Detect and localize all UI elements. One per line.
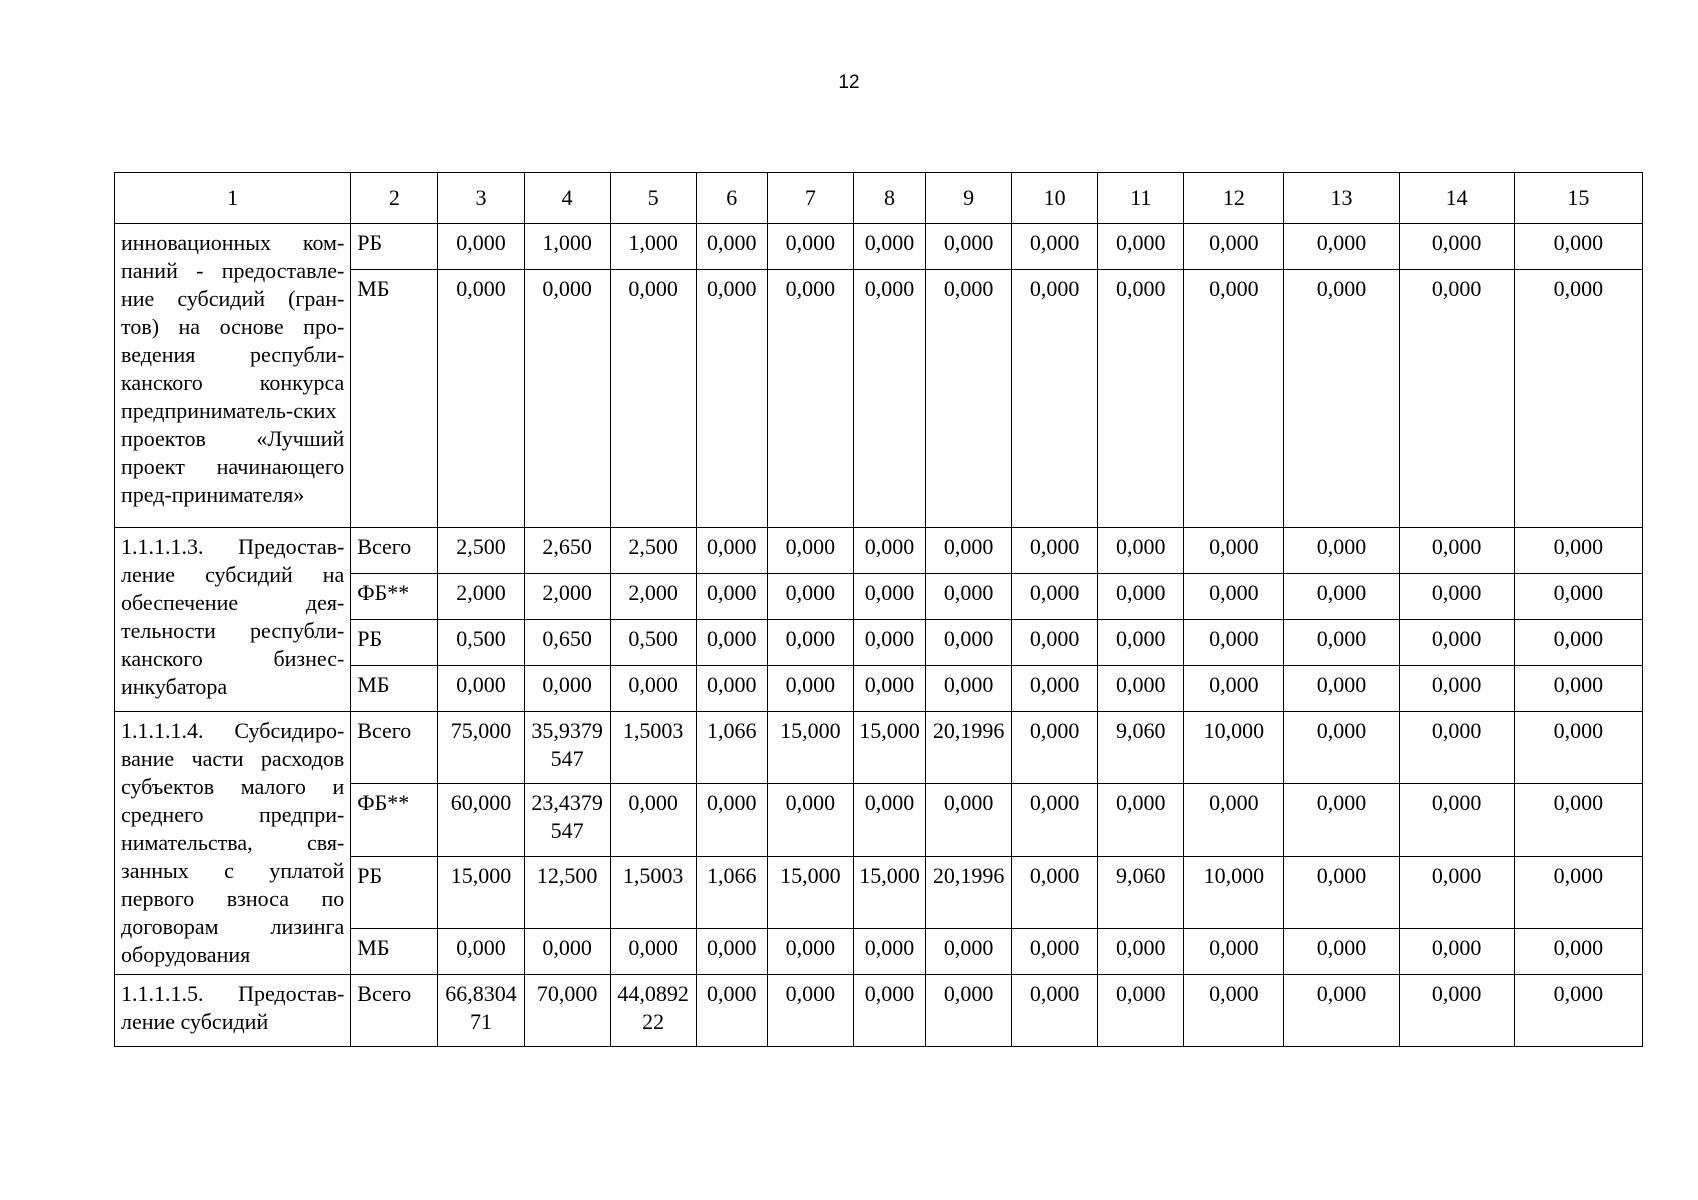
value-cell: 0,000 xyxy=(1012,620,1098,666)
value-cell: 0,000 xyxy=(1514,712,1642,784)
column-header: 8 xyxy=(853,173,925,224)
funding-source: МБ xyxy=(351,666,438,712)
value-cell: 0,000 xyxy=(853,224,925,270)
value-cell: 0,000 xyxy=(696,784,767,856)
table-row xyxy=(115,975,1643,1047)
value-cell: 0,000 xyxy=(767,975,853,1047)
value-cell: 0,000 xyxy=(438,666,524,712)
value-cell: 15,000 xyxy=(438,856,524,928)
value-cell: 0,000 xyxy=(767,574,853,620)
value-cell: 66,830471 xyxy=(438,975,524,1047)
value-cell: 0,000 xyxy=(1399,224,1514,270)
value-cell: 2,000 xyxy=(610,574,696,620)
value-cell: 0,650 xyxy=(524,620,610,666)
column-header: 14 xyxy=(1399,173,1514,224)
value-cell: 0,000 xyxy=(1012,666,1098,712)
value-cell: 0,000 xyxy=(853,784,925,856)
value-cell: 0,000 xyxy=(1184,784,1284,856)
value-cell: 0,000 xyxy=(1184,620,1284,666)
table-row xyxy=(115,528,1643,574)
funding-source: РБ xyxy=(351,856,438,928)
value-cell: 0,000 xyxy=(926,666,1012,712)
value-cell: 0,000 xyxy=(1098,975,1184,1047)
value-cell: 0,000 xyxy=(853,574,925,620)
value-cell: 0,000 xyxy=(1399,975,1514,1047)
funding-source: Всего xyxy=(351,528,438,574)
value-cell: 0,000 xyxy=(926,528,1012,574)
value-cell: 0,000 xyxy=(1184,928,1284,974)
value-cell: 0,000 xyxy=(1284,224,1399,270)
value-cell: 0,000 xyxy=(1399,528,1514,574)
column-header: 15 xyxy=(1514,173,1642,224)
value-cell: 0,000 xyxy=(696,270,767,528)
funding-source: ФБ** xyxy=(351,574,438,620)
value-cell: 0,000 xyxy=(767,224,853,270)
value-cell: 9,060 xyxy=(1098,856,1184,928)
value-cell: 0,000 xyxy=(1399,270,1514,528)
value-cell: 9,060 xyxy=(1098,712,1184,784)
value-cell: 0,000 xyxy=(524,270,610,528)
value-cell: 0,000 xyxy=(438,928,524,974)
value-cell: 0,000 xyxy=(767,528,853,574)
activity-description: 1.1.1.1.4. Субсидиро-вание части расходов субъектов малого и среднего предпри-нимательства, свя-занных с уплатой первого взноса по договорам лизинга оборудования xyxy=(115,712,351,975)
value-cell: 0,000 xyxy=(1514,975,1642,1047)
value-cell: 0,000 xyxy=(1399,574,1514,620)
value-cell: 0,000 xyxy=(1514,856,1642,928)
value-cell: 0,000 xyxy=(1399,666,1514,712)
value-cell: 0,000 xyxy=(524,666,610,712)
value-cell: 1,5003 xyxy=(610,712,696,784)
table-body xyxy=(115,173,1643,1047)
value-cell: 0,000 xyxy=(438,270,524,528)
value-cell: 2,500 xyxy=(610,528,696,574)
column-header: 13 xyxy=(1284,173,1399,224)
value-cell: 0,000 xyxy=(1284,528,1399,574)
column-header: 11 xyxy=(1098,173,1184,224)
value-cell: 0,000 xyxy=(1399,784,1514,856)
value-cell: 0,000 xyxy=(853,975,925,1047)
value-cell: 0,000 xyxy=(1012,975,1098,1047)
value-cell: 0,000 xyxy=(926,574,1012,620)
value-cell: 0,000 xyxy=(1098,784,1184,856)
value-cell: 0,000 xyxy=(926,224,1012,270)
column-header: 3 xyxy=(438,173,524,224)
value-cell: 0,000 xyxy=(610,928,696,974)
value-cell: 0,000 xyxy=(1012,856,1098,928)
activity-description: 1.1.1.1.5. Предостав-ление субсидий xyxy=(115,975,351,1047)
value-cell: 0,000 xyxy=(1514,574,1642,620)
value-cell: 0,000 xyxy=(1012,528,1098,574)
column-header: 10 xyxy=(1012,173,1098,224)
value-cell: 10,000 xyxy=(1184,712,1284,784)
value-cell: 0,000 xyxy=(1284,574,1399,620)
value-cell: 0,000 xyxy=(767,784,853,856)
header-row xyxy=(115,173,1643,224)
value-cell: 0,000 xyxy=(1514,528,1642,574)
value-cell: 0,000 xyxy=(767,270,853,528)
value-cell: 20,1996 xyxy=(926,712,1012,784)
value-cell: 0,000 xyxy=(1184,224,1284,270)
column-header: 12 xyxy=(1184,173,1284,224)
value-cell: 0,000 xyxy=(926,928,1012,974)
column-header: 4 xyxy=(524,173,610,224)
value-cell: 0,000 xyxy=(1284,784,1399,856)
funding-source: МБ xyxy=(351,270,438,528)
value-cell: 0,000 xyxy=(524,928,610,974)
value-cell: 0,000 xyxy=(1399,712,1514,784)
funding-source: Всего xyxy=(351,975,438,1047)
value-cell: 0,000 xyxy=(1284,620,1399,666)
value-cell: 1,066 xyxy=(696,856,767,928)
page-number: 12 xyxy=(838,72,860,93)
value-cell: 35,9379547 xyxy=(524,712,610,784)
value-cell: 0,000 xyxy=(1098,574,1184,620)
value-cell: 0,000 xyxy=(1399,856,1514,928)
value-cell: 10,000 xyxy=(1184,856,1284,928)
value-cell: 0,000 xyxy=(1098,528,1184,574)
funding-source: РБ xyxy=(351,224,438,270)
value-cell: 0,000 xyxy=(696,928,767,974)
value-cell: 0,000 xyxy=(438,224,524,270)
value-cell: 0,000 xyxy=(1284,270,1399,528)
value-cell: 0,000 xyxy=(610,784,696,856)
value-cell: 60,000 xyxy=(438,784,524,856)
value-cell: 2,000 xyxy=(438,574,524,620)
value-cell: 0,000 xyxy=(926,784,1012,856)
value-cell: 2,500 xyxy=(438,528,524,574)
value-cell: 0,000 xyxy=(1284,712,1399,784)
funding-source: ФБ** xyxy=(351,784,438,856)
value-cell: 0,000 xyxy=(610,666,696,712)
value-cell: 0,000 xyxy=(1514,666,1642,712)
value-cell: 15,000 xyxy=(767,856,853,928)
column-header: 7 xyxy=(767,173,853,224)
table-row xyxy=(115,712,1643,784)
value-cell: 23,4379547 xyxy=(524,784,610,856)
value-cell: 0,000 xyxy=(1098,270,1184,528)
value-cell: 0,000 xyxy=(767,928,853,974)
value-cell: 0,000 xyxy=(696,666,767,712)
value-cell: 2,000 xyxy=(524,574,610,620)
activity-description: инновационных ком-паний - предоставле-ние субсидий (гран-тов) на основе про-ведения республи-канского конкурса предприниматель-ских проектов «Лучший проект начинающего пред-принимателя» xyxy=(115,224,351,528)
value-cell: 0,000 xyxy=(853,928,925,974)
column-header: 2 xyxy=(351,173,438,224)
value-cell: 0,000 xyxy=(926,270,1012,528)
value-cell: 0,000 xyxy=(1098,666,1184,712)
value-cell: 0,000 xyxy=(696,975,767,1047)
value-cell: 15,000 xyxy=(853,856,925,928)
funding-source: РБ xyxy=(351,620,438,666)
funding-source: МБ xyxy=(351,928,438,974)
value-cell: 0,000 xyxy=(610,270,696,528)
value-cell: 0,000 xyxy=(926,620,1012,666)
value-cell: 0,000 xyxy=(926,975,1012,1047)
value-cell: 0,500 xyxy=(438,620,524,666)
value-cell: 0,000 xyxy=(767,620,853,666)
value-cell: 0,000 xyxy=(1184,666,1284,712)
value-cell: 12,500 xyxy=(524,856,610,928)
value-cell: 0,000 xyxy=(1012,784,1098,856)
value-cell: 0,000 xyxy=(1514,928,1642,974)
value-cell: 1,000 xyxy=(610,224,696,270)
column-header: 1 xyxy=(115,173,351,224)
value-cell: 0,000 xyxy=(767,666,853,712)
value-cell: 0,000 xyxy=(853,666,925,712)
value-cell: 0,000 xyxy=(1184,528,1284,574)
value-cell: 0,000 xyxy=(1098,620,1184,666)
column-header: 9 xyxy=(926,173,1012,224)
value-cell: 20,1996 xyxy=(926,856,1012,928)
value-cell: 0,000 xyxy=(1012,712,1098,784)
value-cell: 0,000 xyxy=(1399,620,1514,666)
value-cell: 2,650 xyxy=(524,528,610,574)
value-cell: 0,000 xyxy=(696,224,767,270)
value-cell: 0,000 xyxy=(1514,784,1642,856)
table-row xyxy=(115,224,1643,270)
value-cell: 0,000 xyxy=(1184,574,1284,620)
value-cell: 44,089222 xyxy=(610,975,696,1047)
value-cell: 0,000 xyxy=(853,620,925,666)
budget-table xyxy=(114,172,1643,1047)
column-header: 5 xyxy=(610,173,696,224)
value-cell: 0,000 xyxy=(1012,928,1098,974)
column-header: 6 xyxy=(696,173,767,224)
value-cell: 0,000 xyxy=(1284,856,1399,928)
value-cell: 0,000 xyxy=(1184,270,1284,528)
value-cell: 0,000 xyxy=(1012,574,1098,620)
value-cell: 0,000 xyxy=(1514,270,1642,528)
value-cell: 0,000 xyxy=(1098,928,1184,974)
value-cell: 1,000 xyxy=(524,224,610,270)
value-cell: 0,000 xyxy=(1098,224,1184,270)
value-cell: 0,000 xyxy=(1012,270,1098,528)
value-cell: 0,000 xyxy=(853,270,925,528)
value-cell: 0,000 xyxy=(696,620,767,666)
value-cell: 0,000 xyxy=(696,574,767,620)
funding-source: Всего xyxy=(351,712,438,784)
value-cell: 0,000 xyxy=(1284,975,1399,1047)
value-cell: 0,000 xyxy=(1399,928,1514,974)
value-cell: 0,000 xyxy=(1514,620,1642,666)
value-cell: 1,5003 xyxy=(610,856,696,928)
value-cell: 0,000 xyxy=(1284,928,1399,974)
value-cell: 0,000 xyxy=(1012,224,1098,270)
value-cell: 0,000 xyxy=(1184,975,1284,1047)
value-cell: 0,500 xyxy=(610,620,696,666)
value-cell: 15,000 xyxy=(853,712,925,784)
value-cell: 0,000 xyxy=(1284,666,1399,712)
value-cell: 75,000 xyxy=(438,712,524,784)
activity-description: 1.1.1.1.3. Предостав-ление субсидий на обеспечение дея-тельности республи-канского бизнес-инкубатора xyxy=(115,528,351,712)
value-cell: 15,000 xyxy=(767,712,853,784)
value-cell: 70,000 xyxy=(524,975,610,1047)
value-cell: 1,066 xyxy=(696,712,767,784)
value-cell: 0,000 xyxy=(696,528,767,574)
value-cell: 0,000 xyxy=(853,528,925,574)
value-cell: 0,000 xyxy=(1514,224,1642,270)
